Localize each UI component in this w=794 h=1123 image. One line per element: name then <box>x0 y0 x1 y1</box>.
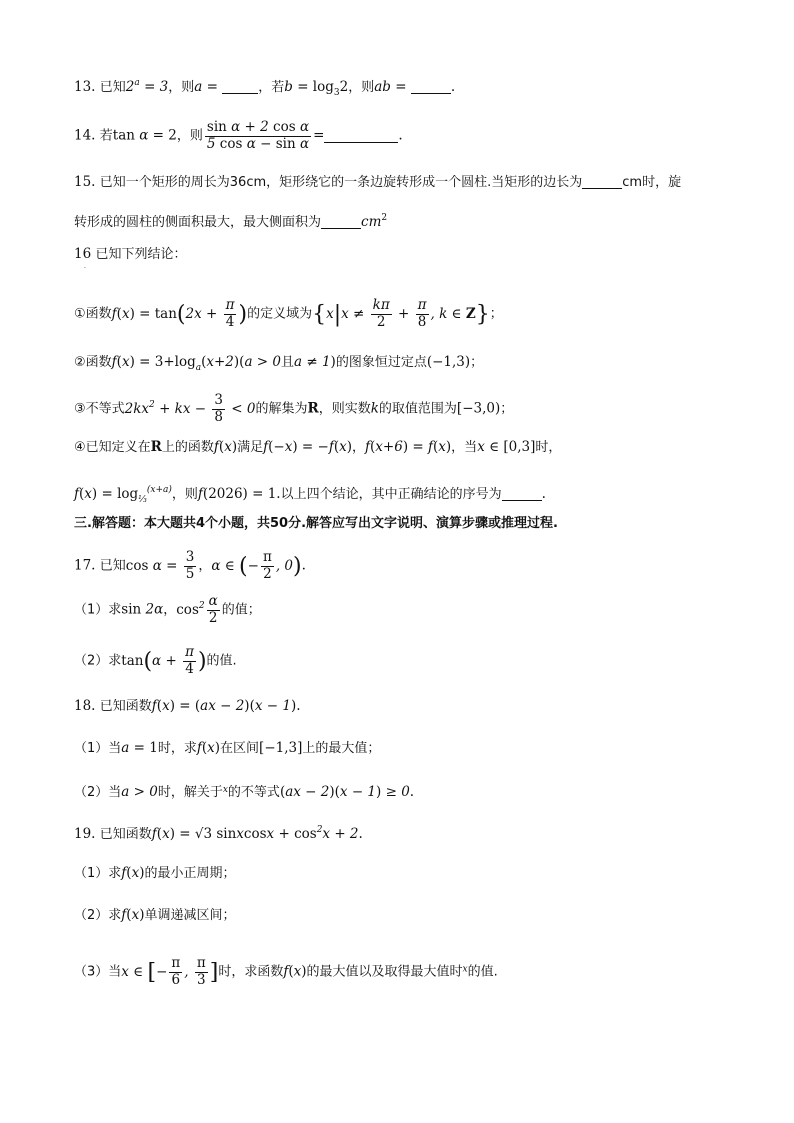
question-14: 14. 若tan α = 2，则 $\frac{\text{sin α + 2 cos α}}{\text{5 cos α − sin α}}$ = . <box>74 119 403 152</box>
question-13: 13. 已知2$^a$ = 3，则a = ，若$b = \log_32$，则ab = . <box>74 78 456 98</box>
q16-statement-2: ②函数$f(x) = 3+\log_a(x+2)(a > 0$且a ≠ 1)的图象恒过定点(−1,3)； <box>74 354 484 373</box>
q16-statement-4-cont: $f(x) = \log_{\frac{1}{3}}^{(x+a)}$，则f(2026) = 1.以上四个结论，其中正确结论的序号为 . <box>74 485 546 505</box>
q16-number: 16 <box>74 246 92 262</box>
answer-blank[interactable] <box>411 78 451 94</box>
q13-number: 13. <box>74 79 96 95</box>
answer-blank[interactable] <box>321 213 361 229</box>
q17-number: 17. <box>74 557 96 574</box>
q17-part-1: （1）求sin 2α，$\cos^2$ $\frac{\alpha}{2}$ 的值； <box>74 593 261 626</box>
q17-part-2: （2）求tan(α + $\frac{\pi}{4}$ )的值. <box>74 644 237 677</box>
question-15: 15. 已知一个矩形的周长为36cm，矩形绕它的一条边旋转形成一个圆柱.当矩形的边长为 cm时，旋 <box>74 174 682 190</box>
q14-fraction: $\frac{\text{sin α + 2 cos α}}{\text{5 cos α − sin α}}$ <box>206 119 310 152</box>
q16-statement-1: ①函数f(x) = tan(2x + $\frac{\pi}{4}$ )的定义域为{x|x ≠ $\frac{k\pi}{2}$ + $\frac{\pi}{8}$ , k ∈ Z}； <box>74 297 503 330</box>
answer-blank[interactable] <box>324 127 398 143</box>
q14-number: 14. <box>74 127 96 144</box>
q18-part-2: （2）当a > 0时，解关于$^x$的不等式(ax − 2)(x − 1) ≥ 0. <box>74 784 415 800</box>
question-19: 19. 已知函数f(x) = √3 sinxcosx + $\cos^2x + 2$. <box>74 825 363 842</box>
answer-blank[interactable] <box>582 173 622 189</box>
answer-blank[interactable] <box>502 485 542 501</box>
q19-part-2: （2）求f(x)单调递减区间； <box>74 907 236 923</box>
q16-statement-3: ③不等式$2kx^2$ + kx − $\frac{3}{8}$ < 0的解集为R，则实数k的取值范围为[−3,0)； <box>74 392 514 425</box>
question-16: 16 已知下列结论： <box>74 246 187 262</box>
q19-part-3: （3）当x ∈ [− $\frac{\pi}{6}$ , $\frac{\pi}{3}$ ]时，求函数f(x)的最大值以及取得最大值时$^x$的值. <box>74 955 498 988</box>
q15-number: 15. <box>74 174 96 190</box>
q19-number: 19. <box>74 826 96 842</box>
question-18: 18. 已知函数f(x) = (ax − 2)(x − 1). <box>74 698 301 714</box>
q18-part-1: （1）当a = 1时，求f(x)在区间[−1,3]上的最大值； <box>74 740 381 756</box>
question-15-cont: 转形成的圆柱的侧面积最大，最大侧面积为 $cm^2$ <box>74 213 388 230</box>
q16-statement-4: ④已知定义在R上的函数f(x)满足f(−x) = −f(x)，f(x+6) = f(x)，当x ∈ [0,3]时， <box>74 439 562 455</box>
section-3-title: 三.解答题：本大题共4个小题，共50分.解答应写出文字说明、演算步骤或推理过程. <box>74 516 558 531</box>
question-17: 17. 已知cos α = $\frac{3}{5}$ ，α ∈ (− $\frac{\pi}{2}$ , 0). <box>74 549 306 582</box>
q19-part-1: （1）求f(x)的最小正周期； <box>74 865 236 881</box>
answer-blank[interactable] <box>222 78 258 94</box>
q18-number: 18. <box>74 698 96 714</box>
